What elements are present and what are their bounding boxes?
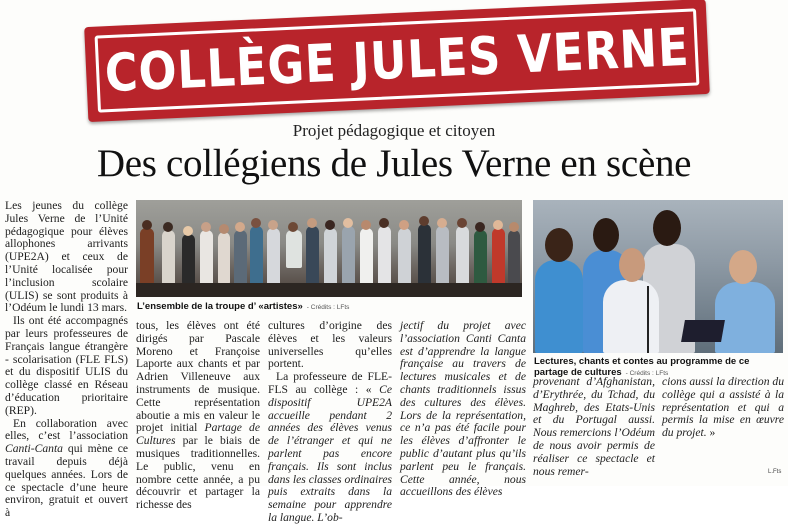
text-span: qui mène ce travail depuis déjà quelques années. Lors de ce spectacle d’une heure environ, gratuit et ouvert à	[5, 442, 128, 520]
stage-floor	[136, 283, 522, 297]
caption-text: Lectures, chants et contes au programme de ce partage de cultures	[534, 356, 750, 378]
troupe-photo-caption	[137, 301, 349, 312]
text-column-5	[533, 376, 655, 486]
photo-credit: - Crédits : LFts	[625, 370, 669, 377]
caption-text: L’ensemble de la troupe d’ «artistes»	[137, 301, 303, 312]
paragraph	[5, 418, 128, 520]
text-column-1	[5, 199, 128, 520]
troupe-photo	[136, 200, 522, 297]
paragraph: Ils ont été accompagnés par leurs professeures de Français langue étrangère - scolarisation (FLE FLS) et du dispositif ULIS du collège classé en Réseau d’éducation prioritaire (REP).	[5, 314, 128, 417]
title-banner-frame	[95, 8, 700, 112]
readers-photo	[533, 200, 783, 353]
title-banner	[84, 0, 710, 122]
text-span: La professeure de FLE-FLS au collège : «	[268, 370, 392, 396]
microphone-stand	[647, 286, 649, 353]
paragraph: provenant d’Afghanistan, d’Erythrée, du Tchad, du Maghreb, des Etats-Unis et du Portugal aussi. Nous remercions l’Odéum de nous avoir permis de réaliser ce spectacle et nous remer-	[533, 375, 655, 478]
photo-credit: - Crédits : LFts	[306, 304, 350, 311]
paragraph	[268, 371, 392, 525]
text-column-2	[136, 319, 260, 512]
text-span: En collaboration avec elles, c’est l’association	[5, 416, 128, 443]
author-signature: L.Fts	[768, 469, 782, 475]
text-span: »	[706, 426, 716, 440]
italic-span: Canti-Canta	[5, 442, 63, 456]
paragraph: jectif du projet avec l’association Canti Canta est d’apprendre la langue française au travers de lectures musicales et de chants traditionnels issus des cultures des élèves. Lors de la représentation, ce n’a pas été facile pour les élèves d’affronter le public d’autant plus qu’ils parlent peu le français. Cette année, nous accueillons des élèves	[400, 319, 526, 499]
banner-title: COLLÈGE JULES VERNE	[103, 17, 691, 104]
article-kicker: Projet pédagogique et citoyen	[292, 121, 496, 140]
italic-span: Ce dispositif UPE2A accueille pendant 2 années des élèves venus de l’étranger et qui ne parlent pas encore français. Ils sont inclus dans les classes ordinaires puis extraits dans la semaine pour apprendre la langue. L’ob-	[268, 382, 392, 524]
italic-span: cions aussi la direction du collège qui a assisté à la représentation et qui a permis la mise en œuvre du projet.	[662, 375, 784, 440]
article-headline: Des collégiens de Jules Verne en scène	[96, 142, 692, 185]
text-column-6	[662, 376, 784, 486]
paragraph	[662, 376, 784, 440]
paragraph	[136, 320, 260, 512]
paragraph: cultures d’origine des élèves et les valeurs universelles qu’elles portent.	[268, 319, 392, 371]
italic-span: Partage de Cultures	[136, 421, 260, 448]
music-stand	[681, 320, 725, 342]
text-span: par le biais de musiques traditionnelles. Le public, venu en nombre cette année, a pu découvrir et partager la richesse des	[136, 434, 260, 512]
text-column-3	[268, 319, 392, 524]
paragraph: Les jeunes du collège Jules Verne de l’Unité pédagogique pour élèves allophones arrivants (UPE2A) et ceux de l’Unité localisée pour l’inclusion scolaire (ULIS) se sont produits à l’Odéum le lundi 13 mars.	[5, 199, 128, 315]
text-column-4	[400, 319, 526, 499]
text-span: tous, les élèves ont été dirigés par Pascale Moreno et Françoise Laporte aux chants et par Adrien Villeneuve aux instruments de musique. Cette représentation aboutie a mis en valeur le projet initial	[136, 319, 260, 435]
